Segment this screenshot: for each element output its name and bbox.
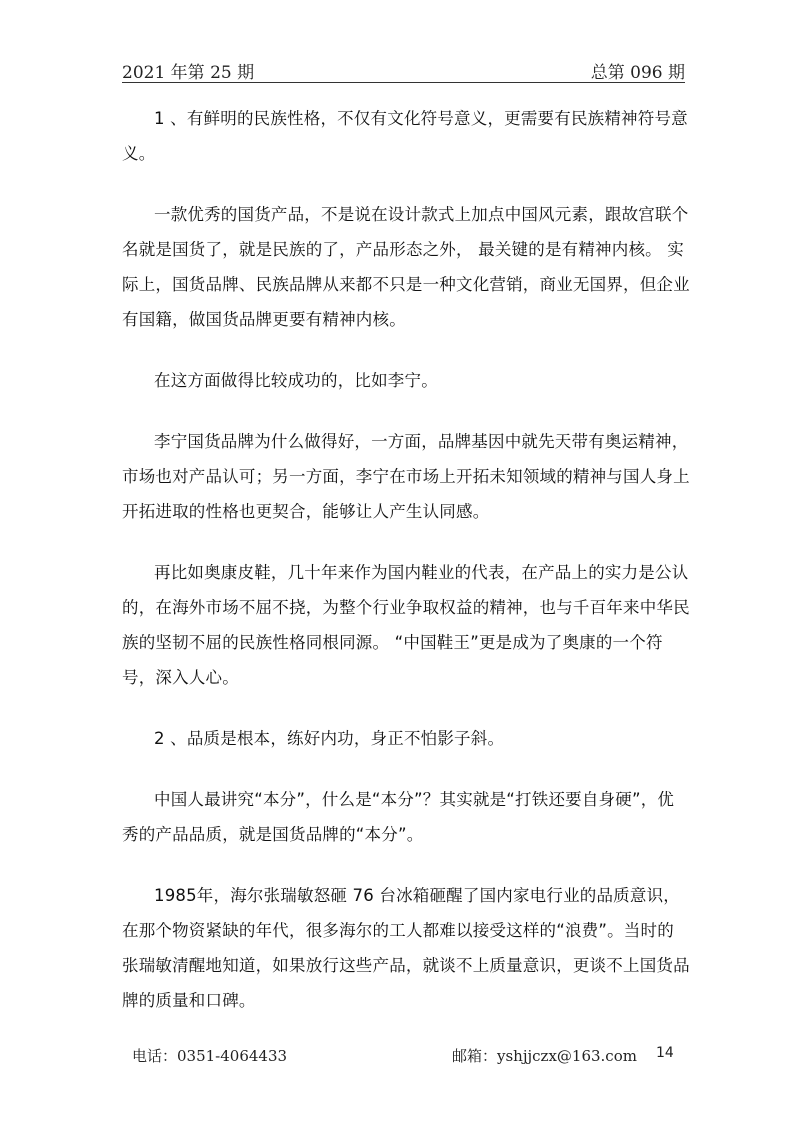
issue-number: 2021 年第 25 期 xyxy=(122,63,255,83)
header-divider xyxy=(122,82,685,83)
page-footer xyxy=(0,1045,800,1069)
paragraph: 再比如奥康皮鞋，几十年来作为国内鞋业的代表，在产品上的实力是公认的，在海外市场不屈不挠，为整个行业争取权益的精神，也与千百年来中华民族的坚韧不屈的民族性格同根同源。 “中国鞋王”更是成为了奥康的一个符号，深入人心。 xyxy=(122,563,690,687)
paragraph: 李宁国货品牌为什么做得好，一方面，品牌基因中就先天带有奥运精神，市场也对产品认可；另一方面，李宁在市场上开拓未知领域的精神与国人身上开拓进取的性格也更契合，能够让人产生认同感。 xyxy=(122,432,690,521)
page-header xyxy=(122,58,685,84)
paragraph: 1 、有鲜明的民族性格，不仅有文化符号意义，更需要有民族精神符号意义。 xyxy=(122,109,688,163)
paragraph: 1985年，海尔张瑞敏怒砸 76 台冰箱砸醒了国内家电行业的品质意识，在那个物资紧缺的年代，很多海尔的工人都难以接受这样的“浪费”。当时的张瑞敏清醒地知道，如果放行这些产品，就谈不上质量意识，更谈不上国货品牌的质量和口碑。 xyxy=(122,886,690,1010)
contact-phone: 电话：0351-4064433 xyxy=(132,1047,288,1065)
total-issue-number: 总第 096 期 xyxy=(590,63,685,83)
paragraph: 中国人最讲究“本分”，什么是“本分”？其实就是“打铁还要自身硬”，优秀的产品品质，就是国货品牌的“本分”。 xyxy=(122,790,675,844)
article-body xyxy=(122,101,690,1044)
paragraph: 一款优秀的国货产品，不是说在设计款式上加点中国风元素，跟故宫联个名就是国货了，就是民族的了，产品形态之外， 最关键的是有精神内核。 实际上，国货品牌、民族品牌从来都不只是一种文化营销，商业无国界，但企业有国籍，做国货品牌更要有精神内核。 xyxy=(122,205,690,329)
contact-email: 邮箱：yshjjczx@163.com xyxy=(452,1047,637,1065)
paragraph: 2 、品质是根本，练好内功，身正不怕影子斜。 xyxy=(154,729,505,748)
paragraph: 在这方面做得比较成功的，比如李宁。 xyxy=(154,371,438,390)
page-number: 14 xyxy=(656,1045,674,1061)
